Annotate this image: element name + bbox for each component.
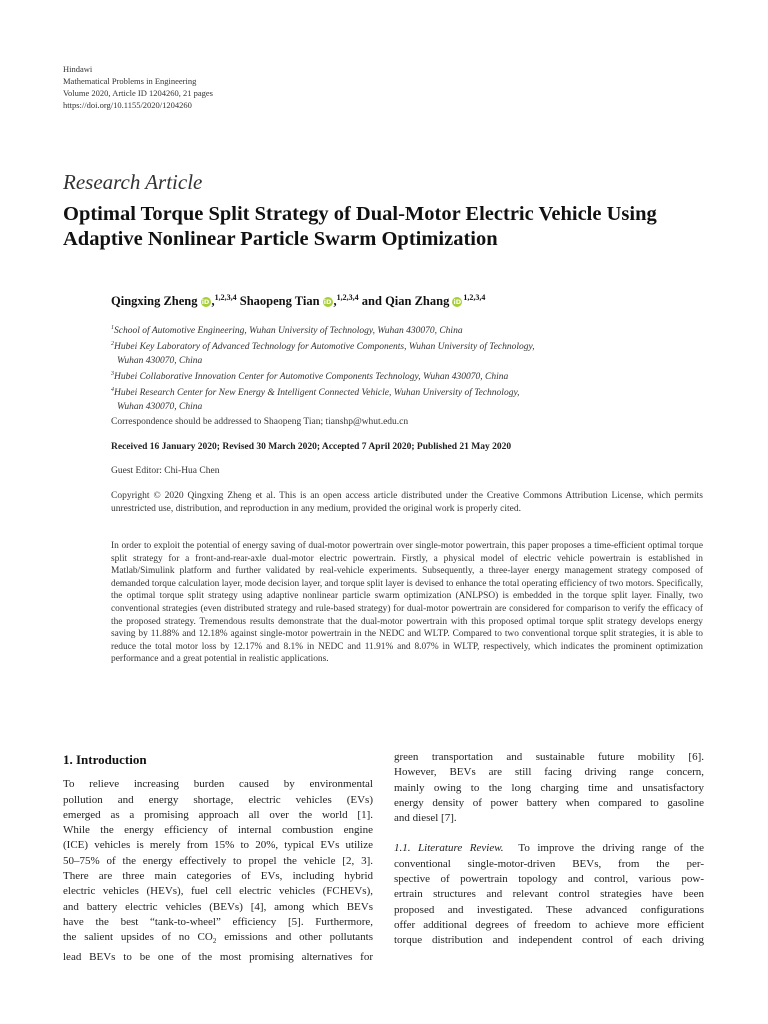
orcid-icon[interactable]: iD <box>453 298 462 307</box>
abstract-text: In order to exploit the potential of energy saving of dual-motor powertrain over single-motor powertrain, this paper proposes a time-efficient optimal torque split strategy for a front-and-rear-axle dual-motor electric powertrain. Firstly, a physical model of electric vehicle powertrain is established in Matlab/Simulink platform and further validated by real-vehicle experiments. Subsequently, a three-layer energy management strategy composed of demanded torque calculation layer, mode decision layer, and torque split layer is devised to enhance the total operating efficiency of two motors. Specifically, the optimal torque split strategy using adaptive nonlinear particle swarm optimization (ANLPSO) is embedded in the torque split layer. Finally, two conventional strategies (even distributed strategy and rule-based strategy) for dual-motor powertrain are considered for comparison to verify the efficacy of the proposed strategy. Tremendous results demonstrate that the dual-motor powertrain with this proposed optimal torque split strategy develops energy saving by 11.88% and 12.18% against single-motor powertrain in the NEDC and WLTP. Compared to two conventional torque split strategies, it is able to reduce the total motor loss by 12.17% and 8.1% in NEDC and 11.91% and 8.07% in WLTP, respectively, which indicates the prominent optimization performance and a great potential in realistic applications. <box>111 541 703 665</box>
author-name: Qingxing Zheng <box>111 294 198 309</box>
publication-dates: Received 16 January 2020; Revised 30 March 2020; Accepted 7 April 2020; Published 21 May 2020 <box>111 442 512 452</box>
subsection-title: 1.1. Literature Review. <box>394 842 504 855</box>
article-type: Research Article <box>63 170 203 194</box>
paragraph: To relieve increasing burden caused by environmental pollution and energy shortage, electric vehicles (EVs) emerged as a promising approach all over the world [1]. While the energy efficiency of internal combustion engine (ICE) vehicles is merely from 15% to 20%, typical EVs utilize 50–75% of the energy effectively to propel the vehicle [2, 3]. There are three main categories of EVs, including hybrid electric vehicles (HEVs), fuel cell electric vehicles (FCHEVs), and battery electric vehicles (BEVs) [4], among which BEVs have the best “tank-to-wheel” efficiency [5]. Furthermore, the salient upsides of no $CO_2$ emissions and other pollutants lead BEVs to be one of the most promising alternatives for <box>63 778 373 963</box>
affiliations <box>111 322 721 414</box>
abstract <box>111 540 703 666</box>
author-name: Shaopeng Tian <box>239 294 320 309</box>
doi-link[interactable]: https://doi.org/10.1155/2020/1204260 <box>63 100 192 110</box>
affiliation-line: $^1$School of Automotive Engineering, Wuhan University of Technology, Wuhan 430070, China <box>111 325 463 337</box>
affiliation-line: $^2$Hubei Key Laboratory of Advanced Technology for Automotive Components, Wuhan University of Technology, <box>111 341 535 353</box>
author-affiliation-marks: 1,2,3,4 <box>336 293 359 302</box>
volume-info: Volume 2020, Article ID 1204260, 21 pages <box>63 88 213 98</box>
right-column <box>394 750 704 949</box>
author-affiliation-marks: 1,2,3,4 <box>463 293 486 302</box>
publisher-name: Hindawi <box>63 64 93 74</box>
orcid-icon[interactable]: iD <box>323 298 332 307</box>
left-column <box>63 752 373 965</box>
section-heading: 1. Introduction <box>63 752 147 767</box>
affiliation-line: Wuhan 430070, China <box>117 355 203 366</box>
author-name: and Qian Zhang <box>361 294 450 309</box>
paper-title: Optimal Torque Split Strategy of Dual-Motor Electric Vehicle Using Adaptive Nonlinear Particle Swarm Optimization <box>63 203 657 250</box>
paragraph: green transportation and sustainable future mobility [6]. However, BEVs are still facing driving range concern, mainly owing to the long charging time and unsatisfactory energy density of power battery when compared to gasoline and diesel [7]. <box>394 751 704 825</box>
journal-header <box>63 63 213 111</box>
affiliation-line: $^4$Hubei Research Center for New Energy & Intelligent Connected Vehicle, Wuhan University of Technology, <box>111 387 520 399</box>
orcid-icon[interactable]: iD <box>201 298 210 307</box>
journal-name: Mathematical Problems in Engineering <box>63 76 197 86</box>
copyright-notice: Copyright © 2020 Qingxing Zheng et al. This is an open access article distributed under the Creative Commons Attribution License, which permits unrestricted use, distribution, and reproduction in any medium, provided the original work is properly cited. <box>111 491 703 514</box>
affiliation-line: Wuhan 430070, China <box>117 401 203 412</box>
author-affiliation-marks: 1,2,3,4 <box>214 293 237 302</box>
guest-editor: Guest Editor: Chi-Hua Chen <box>111 466 220 476</box>
paragraph: 1.1. Literature Review. To improve the driving range of the conventional single-motor-driven BEVs, from the per- spective of powertrain topology and control, various pow- ertrain structures and relevant control strategies have been proposed and investigated. These advanced configurations offer additional degrees of freedom to achieve more efficient torque distribution and independent control of each driving <box>394 842 704 947</box>
correspondence-note: Correspondence should be addressed to Shaopeng Tian; tianshp@whut.edu.cn <box>111 417 409 427</box>
author-list: Qingxing Zheng iD ,$^{1,2,3,4}$ Shaopeng Tian iD ,$^{1,2,3,4}$ and Qian Zhang iD$^{1,2,3,4}$ <box>111 293 486 309</box>
affiliation-line: $^3$Hubei Collaborative Innovation Center for Automotive Components Technology, Wuhan 430070, China <box>111 370 509 383</box>
